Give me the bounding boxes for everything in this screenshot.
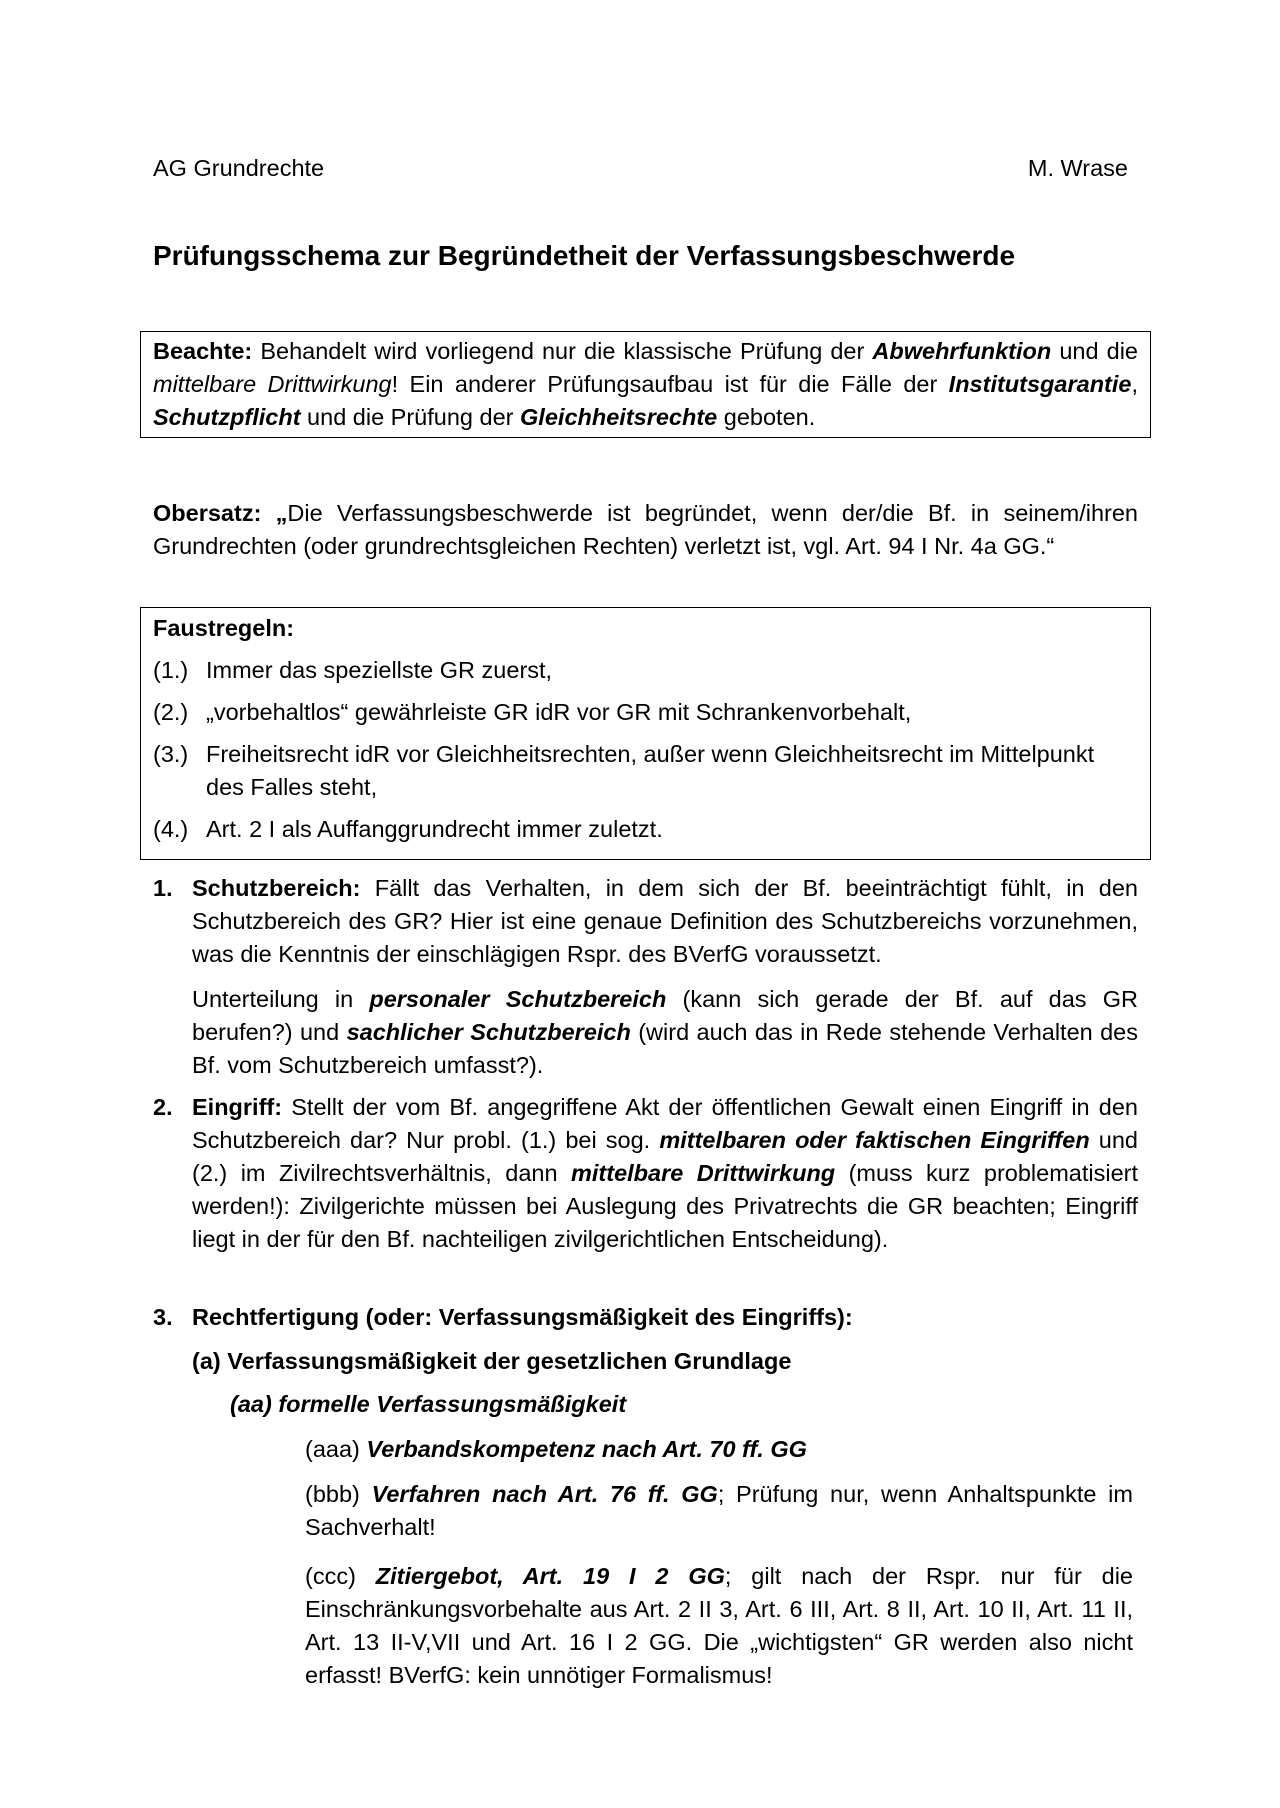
note-emphasis: mittelbare Drittwirkung: [153, 371, 392, 397]
section-item: [153, 872, 1138, 971]
item-bbb: [305, 1478, 1133, 1544]
section-rechtfertigung: [153, 1301, 1138, 1334]
note-text: Behandelt wird vorliegend nur die klassische Prüfung der: [252, 338, 873, 364]
rule-item: [153, 813, 1138, 846]
note-emphasis: Schutzpflicht: [153, 404, 301, 430]
rule-text: „vorbehaltlos“ gewährleiste GR idR vor GR mit Schrankenvorbehalt,: [206, 699, 912, 725]
section-emphasis: mittelbaren oder faktischen Eingriffen: [659, 1127, 1090, 1153]
section-emphasis: personaler Schutzbereich: [369, 986, 667, 1012]
rule-number: (3.): [153, 741, 189, 767]
item-text: ; Prüfung nur, wenn Anhaltspunkte im Sachverhalt!: [305, 1481, 1133, 1540]
note-label: Beachte:: [153, 338, 253, 364]
note-text: und die Prüfung der: [300, 404, 521, 430]
rule-text: Immer das speziellste GR zuerst,: [206, 657, 553, 683]
note-emphasis: Institutsgarantie: [948, 371, 1132, 397]
section-text: Stellt der vom Bf. angegriffene Akt der öffentlichen Gewalt einen Eingriff in den Schutzbereich dar? Nur probl. (1.) bei sog.: [192, 1094, 1138, 1153]
section-emphasis: mittelbare Drittwirkung: [571, 1160, 836, 1186]
note-text: und die: [1051, 338, 1138, 364]
item-number: (aaa): [305, 1436, 367, 1462]
section-heading: Schutzbereich:: [192, 875, 361, 901]
item-ccc: [305, 1560, 1133, 1692]
item-aaa: [305, 1433, 1133, 1466]
rule-number: (4.): [153, 816, 189, 842]
rule-number: (2.): [153, 699, 189, 725]
section-text: (muss kurz problematisiert werden!): Zivilgerichte müssen bei Auslegung des Privatrechts die GR beachten; Eingriff liegt in der für den Bf. nachteiligen zivilgerichtlichen Entscheidung).: [192, 1160, 1138, 1252]
subheading-a: (a) Verfassungsmäßigkeit der gesetzlichen Grundlage: [192, 1348, 792, 1374]
rules-title: Faustregeln:: [153, 615, 295, 641]
subheading-aa: (aa) formelle Verfassungsmäßigkeit: [230, 1391, 627, 1417]
obersatz-paragraph: [153, 497, 1138, 563]
header-author: M. Wrase: [1027, 155, 1128, 181]
section-emphasis: sachlicher Schutzbereich: [346, 1019, 631, 1045]
rule-item: [153, 654, 1138, 687]
rule-item: [153, 696, 1138, 729]
item-text: ; gilt nach der Rspr. nur für die Einschränkungsvorbehalte aus Art. 2 II 3, Art. 6 III, Art. 8 II, Art. 10 II, Art. 11 II, Art. 13 II-V,VII und Art. 16 I 2 GG. Die „wichtigsten“ GR werden also nicht erfasst! BVerfG: kein unnötiger Formalismus!: [305, 1563, 1134, 1688]
header-course: AG Grundrechte: [153, 155, 325, 181]
section-item: [153, 1301, 1138, 1334]
section-text: Unterteilung in: [192, 986, 370, 1012]
note-box: [140, 331, 1151, 438]
rule-number: (1.): [153, 657, 189, 683]
section-schutzbereich: [153, 872, 1138, 1082]
section-heading: Eingriff:: [192, 1094, 283, 1120]
rule-text: Art. 2 I als Auffanggrundrecht immer zuletzt.: [206, 816, 663, 842]
item-heading: Verfahren nach Art. 76 ff. GG: [371, 1481, 718, 1507]
item-heading: Verbandskompetenz nach Art. 70 ff. GG: [366, 1436, 807, 1462]
item-number: (bbb): [305, 1481, 372, 1507]
note-emphasis: Gleichheitsrechte: [520, 404, 718, 430]
obersatz-label: Obersatz: „: [153, 500, 288, 526]
item-heading: Zitiergebot, Art. 19 I 2 GG: [375, 1563, 725, 1589]
section-text: und (2.) im Zivilrechtsverhältnis, dann: [192, 1127, 1138, 1186]
section-number: 2.: [153, 1094, 173, 1120]
section-heading: Rechtfertigung (oder: Verfassungsmäßigkeit des Eingriffs):: [192, 1304, 853, 1330]
page-header: [153, 152, 1128, 185]
rules-box: [140, 607, 1151, 860]
section-eingriff: [153, 1091, 1138, 1256]
section-number: 3.: [153, 1304, 173, 1330]
note-text: ! Ein anderer Prüfungsaufbau ist für die Fälle der: [391, 371, 949, 397]
section-item: [153, 1091, 1138, 1256]
note-text: ,: [1131, 371, 1139, 397]
note-emphasis: Abwehrfunktion: [872, 338, 1052, 364]
section-number: 1.: [153, 875, 173, 901]
note-text: geboten.: [717, 404, 816, 430]
section-text: (wird auch das in Rede stehende Verhalten des Bf. vom Schutzbereich umfasst?).: [192, 1019, 1138, 1078]
obersatz-text: Die Verfassungsbeschwerde ist begründet, wenn der/die Bf. in seinem/ihren Grundrechten (oder grundrechtsgleichen Rechten) verletzt ist, vgl. Art. 94 I Nr. 4a GG.“: [153, 500, 1138, 559]
section-subparagraph: [153, 983, 1138, 1082]
item-number: (ccc): [305, 1563, 376, 1589]
page-title: Prüfungsschema zur Begründetheit der Verfassungsbeschwerde: [153, 240, 1016, 271]
section-text: Fällt das Verhalten, in dem sich der Bf. beeinträchtigt fühlt, in den Schutzbereich des GR? Hier ist eine genaue Definition des Schutzbereichs vorzunehmen, was die Kenntnis der einschlägigen Rspr. des BVerfG voraussetzt.: [192, 875, 1138, 967]
rule-text: Freiheitsrecht idR vor Gleichheitsrechten, außer wenn Gleichheitsrecht im Mittelpunkt des Falles steht,: [206, 741, 1095, 800]
section-text: (kann sich gerade der Bf. auf das GR berufen?) und: [192, 986, 1138, 1045]
rule-item: [153, 738, 1138, 804]
